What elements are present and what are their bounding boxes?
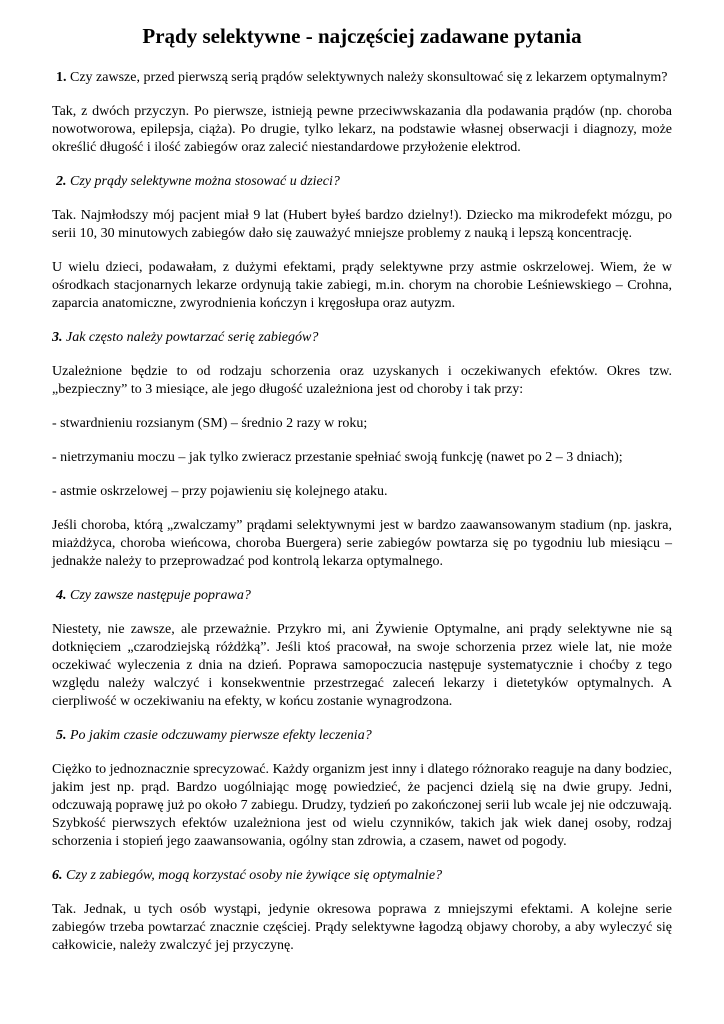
answer-paragraph: Tak, z dwóch przyczyn. Po pierwsze, istnieją pewne przeciwwskazania dla podawania prądów (np. choroba nowotworowa, epilepsja, ciąża). Po drugie, tylko lekarz, na podstawie własnej obserwacji i diagnozy, może określić długość i ilość zabiegów oraz zalecić niestandardowe przyłożenie elektrod. — [52, 104, 672, 155]
answer-paragraph: Tak. Jednak, u tych osób wystąpi, jedynie okresowa poprawa z mniejszymi efektami. A kolejne serie zabiegów trzeba powtarzać znacznie częściej. Prądy selektywne łagodzą objawy choroby, a aby wyleczyć się całkowicie, należy zwalczyć jej przyczynę. — [52, 902, 672, 953]
answer-list-item: - astmie oskrzelowej – przy pojawieniu się kolejnego ataku. — [52, 484, 388, 499]
question-text: Czy zawsze następuje poprawa? — [66, 588, 251, 603]
question-number: 5. — [56, 728, 67, 743]
question-6 — [52, 867, 672, 885]
page-title: Prądy selektywne - najczęściej zadawane pytania — [142, 24, 582, 48]
question-number: 1. — [56, 70, 67, 85]
question-number: 4. — [56, 588, 67, 603]
answer-paragraph: Ciężko to jednoznacznie sprecyzować. Każdy organizm jest inny i dlatego różnorako reaguje na dany bodziec, jakim jest np. prąd. Bardzo uogólniając mogę powiedzieć, że pacjenci dzielą się na dwie grupy. Jedni, odczuwają poprawę już po około 7 zabiegu. Drudzy, tydzień po zakończonej serii lub wcale jej nie odczuwają. Szybkość pierwszych efektów uzależniona jest od wielu czynników, takich jak wiek danej osoby, rodzaj schorzenia i stopień jego zaawansowania, ogólny stan zdrowia, a czasem, nawet od pogody. — [52, 762, 672, 849]
question-4 — [52, 587, 672, 605]
question-5 — [52, 727, 672, 745]
question-text: Po jakim czasie odczuwamy pierwsze efekty leczenia? — [66, 728, 372, 743]
question-number: 3. — [52, 330, 63, 345]
answer-paragraph: Uzależnione będzie to od rodzaju schorzenia oraz uzyskanych i oczekiwanych efektów. Okres tzw. „bezpieczny” to 3 miesiące, ale jego długość uzależniona jest od choroby i tak przy: — [52, 364, 672, 397]
question-3 — [52, 329, 672, 347]
answer-paragraph: U wielu dzieci, podawałam, z dużymi efektami, prądy selektywne przy astmie oskrzelowej. Wiem, że w ośrodkach stacjonarnych lekarze ordynują takie zabiegi, m.in. chorym na chorobie Leśniewskiego – Crohna, zaparcia anatomiczne, zwyrodnienia kończyn i kręgosłupa oraz autyzm. — [52, 260, 672, 311]
answer-paragraph: Jeśli choroba, którą „zwalczamy” prądami selektywnymi jest w bardzo zaawansowanym stadium (np. jaskra, miażdżyca, choroba wieńcowa, choroba Buergera) serie zabiegów powtarza się po tygodniu lub miesiącu – jednakże należy to przeprowadzać pod kontrolą lekarza optymalnego. — [52, 518, 672, 569]
answer-paragraph: Tak. Najmłodszy mój pacjent miał 9 lat (Hubert byłeś bardzo dzielny!). Dziecko ma mikrodefekt mózgu, po serii 10, 30 minutowych zabiegów dało się zauważyć mniejsze problemy z nauką i lepszą koncentrację. — [52, 208, 672, 241]
answer-list-item: - stwardnieniu rozsianym (SM) – średnio 2 razy w roku; — [52, 416, 368, 431]
question-text: Czy zawsze, przed pierwszą serią prądów selektywnych należy skonsultować się z lekarzem optymalnym? — [66, 70, 668, 85]
answer-list-item: - nietrzymaniu moczu – jak tylko zwieracz przestanie spełniać swoją funkcję (nawet po 2 – 3 dniach); — [52, 450, 623, 465]
question-text: Czy z zabiegów, mogą korzystać osoby nie żywiące się optymalnie? — [62, 868, 443, 883]
question-text: Jak często należy powtarzać serię zabiegów? — [62, 330, 319, 345]
question-2 — [52, 173, 672, 191]
question-number: 2. — [56, 174, 67, 189]
answer-paragraph: Niestety, nie zawsze, ale przeważnie. Przykro mi, ani Żywienie Optymalne, ani prądy selektywne nie są dotknięciem „czarodziejską różdżką”. Jeśli ktoś pracował, na swoje schorzenia przez wiele lat, nie może oczekiwać wyleczenia z dnia na dzień. Poprawa samopoczucia następuje systematycznie i choćby z tego względu należy walczyć i konsekwentnie przestrzegać zaleceń lekarzy i dietetyków optymalnych. A cierpliwość w oczekiwaniu na efekty, w końcu zostanie wynagrodzona. — [52, 622, 672, 709]
question-1 — [52, 69, 672, 87]
question-number: 6. — [52, 868, 63, 883]
question-text: Czy prądy selektywne można stosować u dzieci? — [66, 174, 340, 189]
